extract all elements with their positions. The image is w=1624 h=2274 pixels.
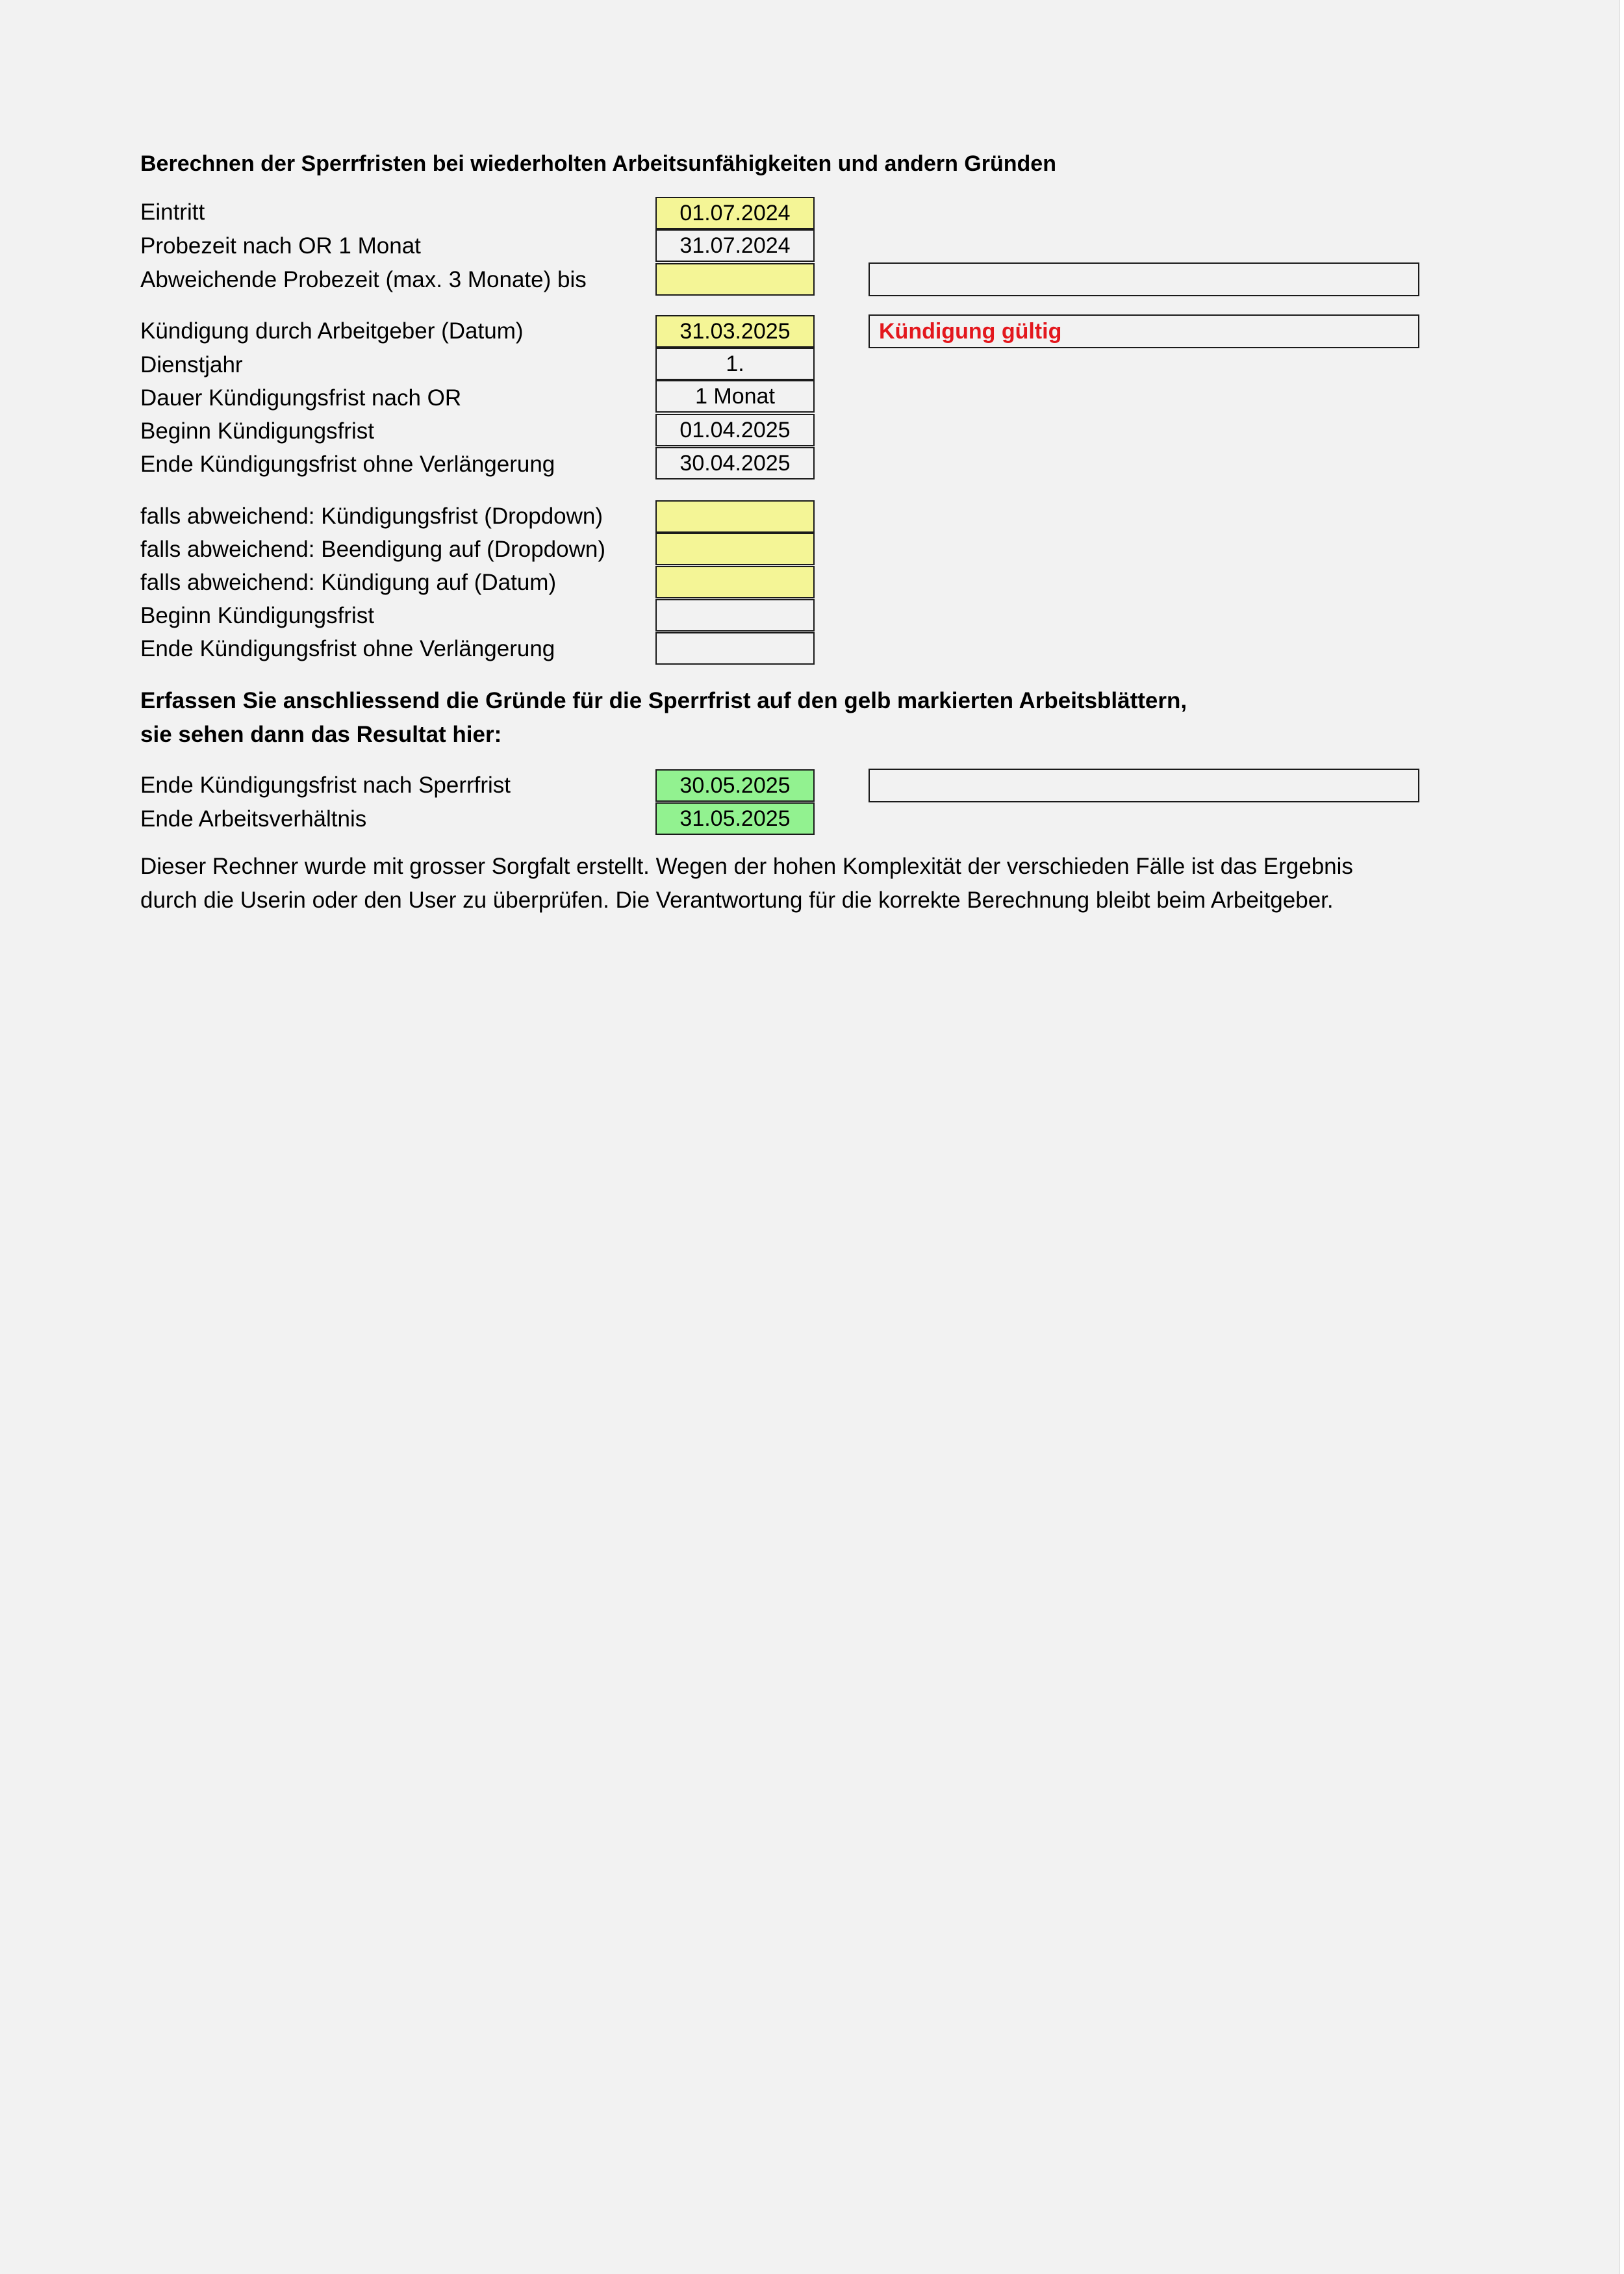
probation-end-value: 31.07.2024 (655, 229, 815, 262)
notice-duration-value: 1 Monat (655, 380, 815, 413)
instructions-line-2: sie sehen dann das Resultat hier: (140, 722, 502, 747)
notice-end-value: 30.04.2025 (655, 447, 815, 479)
termination-date-label: Kündigung durch Arbeitgeber (Datum) (140, 318, 524, 344)
service-year-label: Dienstjahr (140, 352, 243, 377)
deviating-probation-input[interactable] (655, 263, 815, 296)
page-title: Berechnen der Sperrfristen bei wiederholten Arbeitsunfähigkeiten und andern Gründen (140, 151, 1056, 176)
deviating-termination-on-label: falls abweichend: Kündigung auf (Datum) (140, 570, 557, 595)
blocking-notice-end-label: Ende Kündigungsfrist nach Sperrfrist (140, 773, 511, 798)
deviating-notice-end-value (655, 632, 815, 665)
page-edge (1619, 0, 1624, 2274)
notice-end-label: Ende Kündigungsfrist ohne Verlängerung (140, 452, 555, 477)
deviating-notice-period-label: falls abweichend: Kündigungsfrist (Dropdown) (140, 504, 603, 529)
deviating-end-on-dropdown[interactable] (655, 533, 815, 565)
entry-label: Eintritt (140, 199, 205, 225)
result-note-box (869, 769, 1419, 802)
disclaimer-text (140, 850, 1353, 917)
service-year-value: 1. (655, 348, 815, 380)
deviating-notice-end-label: Ende Kündigungsfrist ohne Verlängerung (140, 636, 555, 661)
deviating-end-on-label: falls abweichend: Beendigung auf (Dropdown) (140, 537, 606, 562)
entry-date-input[interactable]: 01.07.2024 (655, 197, 815, 229)
instructions-line-1: Erfassen Sie anschliessend die Gründe für die Sperrfrist auf den gelb markierten Arbeitsblättern, (140, 688, 1187, 713)
employment-end-label: Ende Arbeitsverhältnis (140, 806, 367, 832)
termination-status-box: Kündigung gültig (869, 314, 1419, 348)
deviating-notice-start-value (655, 599, 815, 632)
probation-note-box (869, 262, 1419, 296)
deviating-termination-on-input[interactable] (655, 566, 815, 598)
notice-duration-label: Dauer Kündigungsfrist nach OR (140, 385, 462, 411)
termination-date-input[interactable]: 31.03.2025 (655, 315, 815, 348)
notice-start-label: Beginn Kündigungsfrist (140, 418, 374, 444)
employment-end-result: 31.05.2025 (655, 802, 815, 835)
deviating-probation-label: Abweichende Probezeit (max. 3 Monate) bis (140, 267, 587, 292)
disclaimer-line-1: Dieser Rechner wurde mit grosser Sorgfalt erstellt. Wegen der hohen Komplexität der verschieden Fälle ist das Ergebnis (140, 854, 1353, 879)
blocking-notice-end-result: 30.05.2025 (655, 769, 815, 802)
notice-start-value: 01.04.2025 (655, 414, 815, 446)
probation-label: Probezeit nach OR 1 Monat (140, 233, 421, 259)
deviating-notice-start-label: Beginn Kündigungsfrist (140, 603, 374, 628)
deviating-notice-period-dropdown[interactable] (655, 500, 815, 533)
disclaimer-line-2: durch die Userin oder den User zu überprüfen. Die Verantwortung für die korrekte Berechnung bleibt beim Arbeitgeber. (140, 888, 1334, 913)
instructions-text (140, 684, 1187, 752)
